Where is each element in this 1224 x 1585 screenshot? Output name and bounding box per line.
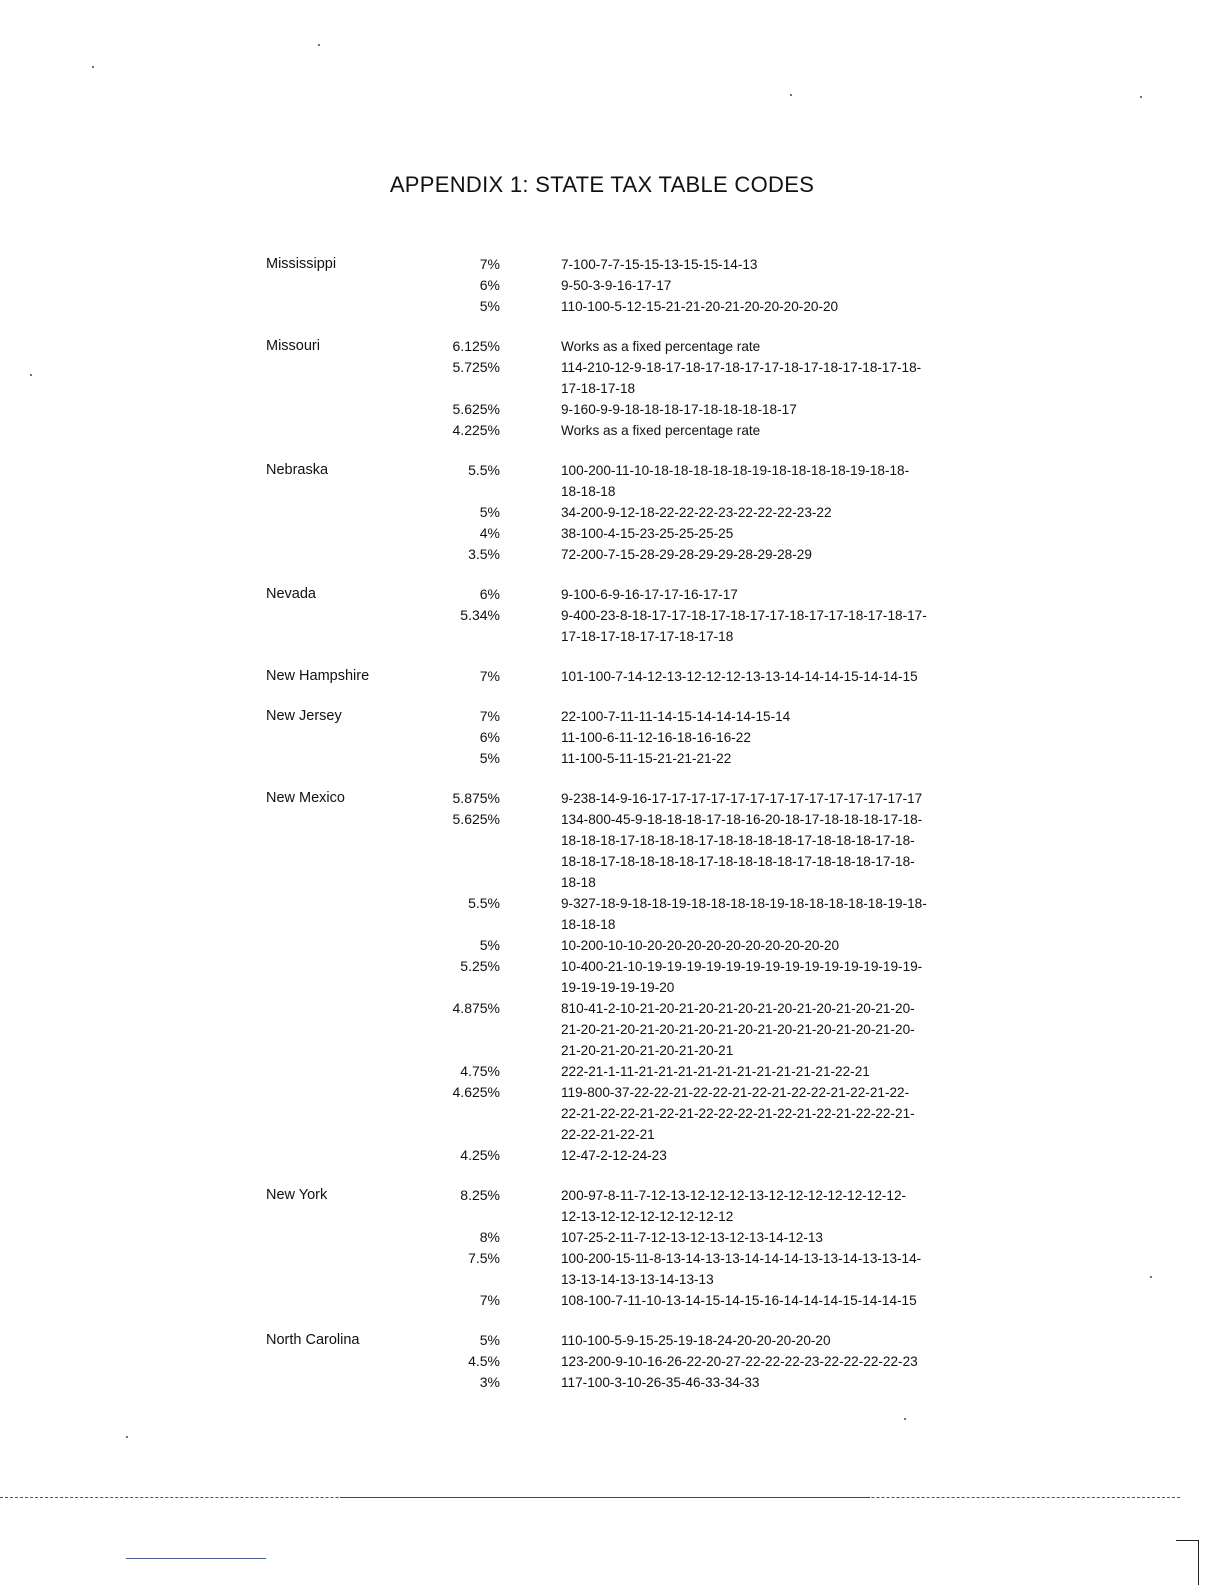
state-block xyxy=(0,1330,1224,1393)
state-block xyxy=(0,788,1224,1166)
rate-row xyxy=(0,666,1224,687)
tax-rate: 5% xyxy=(479,1332,500,1348)
tax-table-code: 11-100-6-11-12-16-18-16-16-22 xyxy=(561,730,751,745)
state-name: New Jersey xyxy=(266,708,342,724)
rate-row xyxy=(0,1290,1224,1311)
tax-rate: 8.25% xyxy=(460,1187,500,1203)
tax-rate: 5.34% xyxy=(460,607,500,623)
tax-rate: 3.5% xyxy=(468,546,500,562)
tax-table-code: 114-210-12-9-18-17-18-17-18-17-17-18-17-18-17-18-17-18- 17-18-17-18 xyxy=(561,360,922,396)
state-block xyxy=(0,666,1224,687)
scan-speck xyxy=(126,1436,128,1438)
tax-table-code: 110-100-5-9-15-25-19-18-24-20-20-20-20-20 xyxy=(561,1333,831,1348)
rate-row xyxy=(0,956,1224,998)
scan-speck xyxy=(790,94,792,96)
tax-table-code: 810-41-2-10-21-20-21-20-21-20-21-20-21-20-21-20-21-20- 21-20-21-20-21-20-21-20-21-20-21-20-21-20-21-20-21-20- 21-20-21-20-21-20-21-20-21 xyxy=(561,1001,915,1058)
rate-row xyxy=(0,1185,1224,1227)
scan-speck xyxy=(92,66,94,68)
tax-table-code: 101-100-7-14-12-13-12-12-12-13-13-14-14-14-15-14-14-15 xyxy=(561,669,918,684)
state-block xyxy=(0,706,1224,769)
tax-rate: 6% xyxy=(479,277,500,293)
tax-rate: 5.25% xyxy=(460,958,500,974)
tax-table-code: 9-238-14-9-16-17-17-17-17-17-17-17-17-17-17-17-17-17-17 xyxy=(561,791,923,806)
tax-rate: 7% xyxy=(479,708,500,724)
tax-rate: 4.75% xyxy=(460,1063,500,1079)
state-name: New Hampshire xyxy=(266,668,370,684)
tax-rate: 6% xyxy=(479,586,500,602)
rate-row xyxy=(0,706,1224,727)
tax-table-code: 9-100-6-9-16-17-17-16-17-17 xyxy=(561,587,738,602)
tax-rate: 4.5% xyxy=(468,1353,500,1369)
rate-row xyxy=(0,254,1224,275)
rate-row xyxy=(0,357,1224,399)
rate-row xyxy=(0,1061,1224,1082)
tax-rate: 7.5% xyxy=(468,1250,500,1266)
state-tax-table xyxy=(0,254,1224,1412)
scan-speck xyxy=(30,374,32,376)
state-name: Nebraska xyxy=(266,462,329,478)
page-title-text: APPENDIX 1: STATE TAX TABLE CODES xyxy=(389,172,815,197)
rate-row xyxy=(0,748,1224,769)
rate-row xyxy=(0,523,1224,544)
tax-table-code: 108-100-7-11-10-13-14-15-14-15-16-14-14-14-15-14-14-15 xyxy=(561,1293,917,1308)
tax-rate: 5% xyxy=(479,750,500,766)
tax-table-code: 9-400-23-8-18-17-17-18-17-18-17-17-18-17-17-18-17-18-17- 17-18-17-18-17-17-18-17-18 xyxy=(561,608,927,644)
page-title xyxy=(0,172,1224,198)
state-name: New York xyxy=(266,1187,328,1203)
rate-row xyxy=(0,502,1224,523)
rate-row xyxy=(0,296,1224,317)
tax-table-code: 9-50-3-9-16-17-17 xyxy=(561,278,672,293)
tax-rate: 6.125% xyxy=(452,338,500,354)
tax-table-code: 107-25-2-11-7-12-13-12-13-12-13-14-12-13 xyxy=(561,1230,823,1245)
tax-rate: 3% xyxy=(479,1374,500,1390)
rate-row xyxy=(0,1330,1224,1351)
tax-table-code: 123-200-9-10-16-26-22-20-27-22-22-22-23-22-22-22-22-23 xyxy=(561,1354,918,1369)
scan-speck xyxy=(1150,1276,1152,1278)
state-block xyxy=(0,254,1224,317)
tax-rate: 7% xyxy=(479,668,500,684)
tax-table-code: 38-100-4-15-23-25-25-25-25 xyxy=(561,526,734,541)
tax-table-code: 11-100-5-11-15-21-21-21-22 xyxy=(561,751,732,766)
rate-row xyxy=(0,584,1224,605)
scan-speck xyxy=(904,1418,906,1420)
tax-table-code: Works as a fixed percentage rate xyxy=(561,339,761,354)
rate-row xyxy=(0,809,1224,893)
tax-table-code: 100-200-11-10-18-18-18-18-18-19-18-18-18-18-19-18-18- 18-18-18 xyxy=(561,463,910,499)
tax-table-code: 117-100-3-10-26-35-46-33-34-33 xyxy=(561,1375,760,1390)
tax-rate: 5.5% xyxy=(468,462,500,478)
scan-artifact-solid-line xyxy=(340,1497,870,1498)
tax-table-code: 222-21-1-11-21-21-21-21-21-21-21-21-21-21-22-21 xyxy=(561,1064,870,1079)
rate-row xyxy=(0,1351,1224,1372)
tax-rate: 6% xyxy=(479,729,500,745)
tax-rate: 5.625% xyxy=(452,401,500,417)
rate-row xyxy=(0,605,1224,647)
rate-row xyxy=(0,420,1224,441)
tax-rate: 4% xyxy=(479,525,500,541)
rate-row xyxy=(0,336,1224,357)
tax-table-code: 12-47-2-12-24-23 xyxy=(561,1148,667,1163)
rate-row xyxy=(0,275,1224,296)
tax-table-code: 7-100-7-7-15-15-13-15-15-14-13 xyxy=(561,257,758,272)
tax-rate: 7% xyxy=(479,256,500,272)
tax-rate: 4.225% xyxy=(452,422,500,438)
tax-table-code: 9-160-9-9-18-18-18-17-18-18-18-18-17 xyxy=(561,402,797,417)
rate-row xyxy=(0,1248,1224,1290)
rate-row xyxy=(0,1372,1224,1393)
tax-rate: 5% xyxy=(479,937,500,953)
rate-row xyxy=(0,893,1224,935)
state-name: New Mexico xyxy=(266,790,345,806)
tax-table-code: 110-100-5-12-15-21-21-20-21-20-20-20-20-20 xyxy=(561,299,839,314)
rate-row xyxy=(0,788,1224,809)
tax-rate: 4.625% xyxy=(452,1084,500,1100)
state-block xyxy=(0,1185,1224,1311)
rate-row xyxy=(0,935,1224,956)
tax-rate: 5% xyxy=(479,504,500,520)
rate-row xyxy=(0,399,1224,420)
scan-artifact-corner-bracket xyxy=(1176,1540,1199,1585)
rate-row xyxy=(0,727,1224,748)
tax-table-code: 134-800-45-9-18-18-18-17-18-16-20-18-17-18-18-18-17-18- 18-18-18-17-18-18-18-17-18-18-18-18-17-18-18-18-17-18- 18-18-17-18-18-18-18-17-18-18-18-18-17-18-18-18-17-18- 18-18 xyxy=(561,812,923,890)
tax-table-code: 9-327-18-9-18-18-19-18-18-18-18-19-18-18-18-18-18-19-18- 18-18-18 xyxy=(561,896,927,932)
state-name: Nevada xyxy=(266,586,316,602)
tax-table-code: 22-100-7-11-11-14-15-14-14-14-15-14 xyxy=(561,709,791,724)
state-block xyxy=(0,460,1224,565)
tax-rate: 5.625% xyxy=(452,811,500,827)
tax-rate: 4.25% xyxy=(460,1147,500,1163)
tax-table-code: 10-200-10-10-20-20-20-20-20-20-20-20-20-20 xyxy=(561,938,840,953)
state-name: North Carolina xyxy=(266,1332,360,1348)
tax-rate: 8% xyxy=(479,1229,500,1245)
rate-row xyxy=(0,1227,1224,1248)
state-block xyxy=(0,336,1224,441)
scan-artifact-blue-rule xyxy=(126,1558,266,1559)
tax-rate: 4.875% xyxy=(452,1000,500,1016)
state-block xyxy=(0,584,1224,647)
rate-row xyxy=(0,1082,1224,1145)
state-name: Missouri xyxy=(266,338,320,354)
tax-table-code: 72-200-7-15-28-29-28-29-29-28-29-28-29 xyxy=(561,547,812,562)
rate-row xyxy=(0,998,1224,1061)
tax-table-code: Works as a fixed percentage rate xyxy=(561,423,761,438)
rate-row xyxy=(0,1145,1224,1166)
tax-rate: 7% xyxy=(479,1292,500,1308)
scan-speck xyxy=(318,44,320,46)
rate-row xyxy=(0,544,1224,565)
tax-table-code: 10-400-21-10-19-19-19-19-19-19-19-19-19-19-19-19-19-19- 19-19-19-19-19-20 xyxy=(561,959,923,995)
tax-rate: 5.725% xyxy=(452,359,500,375)
tax-rate: 5.875% xyxy=(452,790,500,806)
tax-rate: 5.5% xyxy=(468,895,500,911)
scan-speck xyxy=(1140,96,1142,98)
tax-table-code: 34-200-9-12-18-22-22-22-23-22-22-22-23-22 xyxy=(561,505,832,520)
tax-table-code: 119-800-37-22-22-21-22-22-21-22-21-22-22-21-22-21-22- 22-21-22-22-21-22-21-22-22-22-21-22-21-22-21-22-22-21- 22-22-21-22-21 xyxy=(561,1085,915,1142)
rate-row xyxy=(0,460,1224,502)
tax-table-code: 200-97-8-11-7-12-13-12-12-12-13-12-12-12-12-12-12-12- 12-13-12-12-12-12-12-12-12 xyxy=(561,1188,907,1224)
state-name: Mississippi xyxy=(266,256,337,272)
tax-table-code: 100-200-15-11-8-13-14-13-13-14-14-14-13-13-14-13-13-14- 13-13-14-13-13-14-13-13 xyxy=(561,1251,922,1287)
tax-rate: 5% xyxy=(479,298,500,314)
